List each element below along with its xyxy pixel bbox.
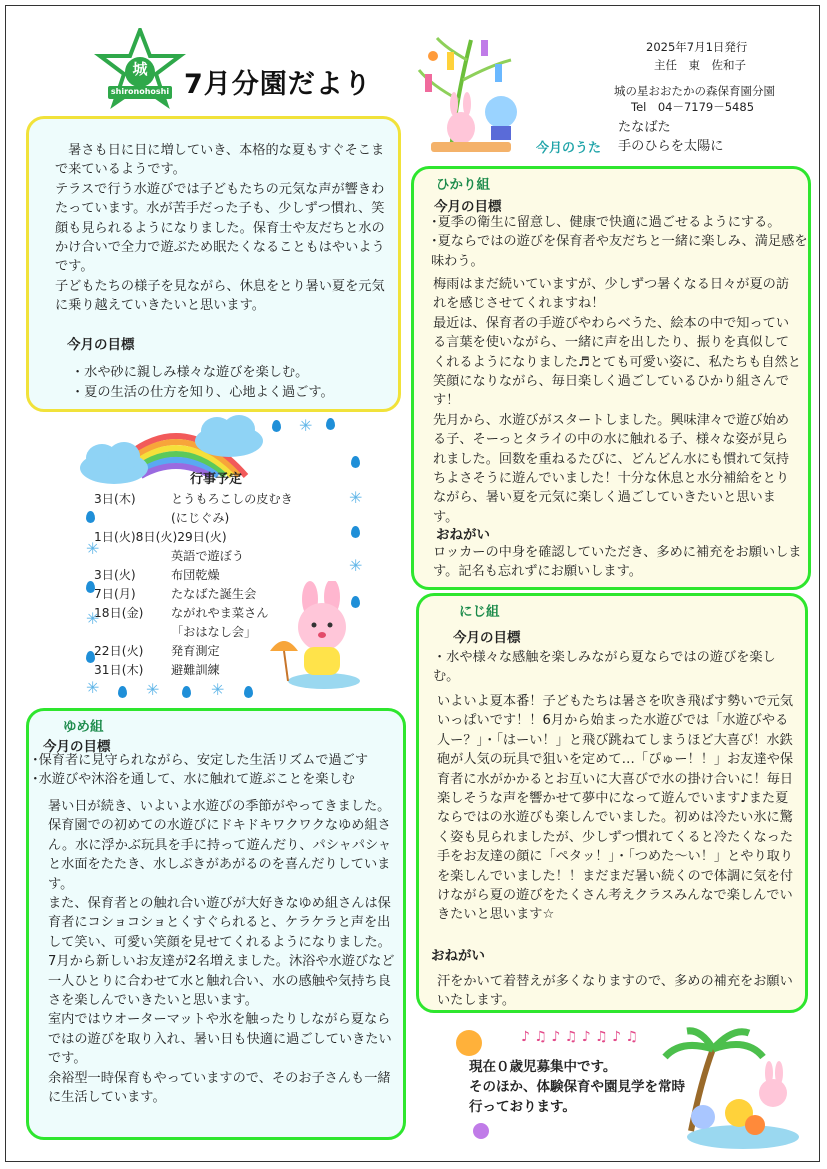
- song-title-2: 手のひらを太陽に: [618, 139, 724, 154]
- hikari-class-name: ひかり組: [436, 177, 490, 193]
- niji-goals: ・水や様々な感触を楽しみながら夏ならではの遊びを楽しむ。: [433, 650, 776, 685]
- logo-text: 城: [132, 60, 148, 78]
- niji-request-heading: おねがい: [431, 948, 485, 964]
- hikari-request: ロッカーの中身を確認していただき、多めに補充をお願いします。記名も忘れずにお願いします。: [433, 545, 802, 580]
- raindrop-icon: [244, 686, 253, 698]
- yume-class-box: [26, 708, 406, 1140]
- events-heading: 行事予定: [190, 472, 243, 487]
- intro-goal-2: ・夏の生活の仕方を知り、心地よく過ごす。: [71, 385, 334, 400]
- hikari-class-box: [411, 166, 811, 590]
- yume-class-name: ゆめ組: [63, 719, 104, 735]
- cloud-right-icon: [191, 411, 267, 459]
- event-row: 英語で遊ぼう: [171, 549, 245, 563]
- logo-subtext: shironohoshi: [110, 87, 170, 96]
- event-row: 1日(火)8日(火)29日(火): [94, 530, 227, 544]
- school-tel: Tel 04－7179－5485: [631, 100, 755, 114]
- page-title: 7月分園だより: [184, 69, 372, 100]
- niji-goal-heading: 今月の目標: [453, 630, 521, 646]
- snowflake-icon: ✳: [299, 416, 313, 435]
- recruit-line-3: 行っております。: [469, 1099, 576, 1115]
- snowflake-icon: ✳: [211, 680, 225, 699]
- recruit-line-2: そのほか、体験保育や園見学を常時: [469, 1079, 685, 1095]
- event-row: 22日(火) 発育測定: [94, 644, 220, 658]
- tanabata-bamboo-illustration: [411, 30, 531, 158]
- raindrop-icon: [272, 420, 281, 432]
- raindrop-icon: [351, 456, 360, 468]
- snowflake-icon: ✳: [86, 678, 100, 697]
- hikari-body: 梅雨はまだ続いていますが、少しずつ暑くなる日々が夏の訪れを感じさせてくれますね！ 最近は、保育者の手遊びやわらべうた、絵本の中で知っている言葉を使いながら、一緒に声を出したり、振りを真似してくれるようになりました♬とても可愛い姿に、私たちも自然と笑顔になりながら、毎日楽しく過ごしているひかり組さんです！ 先月から、水遊びがスタートしました。興味津々で遊び始める子、そーっとタライの中の水に触れる子、様々な姿が見られました。回数を重ねるたびに、どんどん水にも慣れて気持ちよさそうに遊んでいました！十分な休息と水分補給をとりながら、暑い夏を元気に楽しく過ごしていきたいと思います。: [433, 277, 801, 525]
- snowflake-icon: ✳: [349, 488, 363, 507]
- issue-date: 2025年7月1日発行: [646, 40, 748, 54]
- snowflake-icon: ✳: [86, 539, 100, 558]
- niji-body: いよいよ夏本番！子どもたちは暑さを吹き飛ばす勢いで元気いっぱいです！！6月から始まった水遊びでは「水遊びやる人ー？」・「はーい！」と飛び跳ねてしまうほど大喜び！水鉄砲が人気の玩具で狙いを定めて…「ぴゅー！！」お友達や保育者に水がかかるとお互いに大喜びで水の掛け合いに！毎日楽しそうな声を響かせて夢中になって遊んでいます♪また夏ならではの氷遊びも楽しんでいました。初めは冷たい氷に驚く姿も見られましたが、少しずつ慣れてくると冷たくなった手をお友達の顔に「ペタッ！」・「つめた～い！」とやり取りを楽しんでいました！！まだまだ暑い続くので体調に気を付けながら夏の遊びをたくさん考えクラスみんなで楽しんでいきたいと思います☆: [437, 694, 794, 923]
- event-row: 18日(金) ながれやま菜さん: [94, 606, 269, 620]
- recruit-line-1: 現在０歳児募集中です。: [469, 1059, 617, 1075]
- intro-body: 暑さも日に日に増していき、本格的な夏もすぐそこまで来ているようです。 テラスで行う水遊びでは子どもたちの元気な声が響きわたっています。水が苦手だった子も、少しずつ慣れ、笑顔も見られるようになりました。保育士や友だちと水のかけ合いで全力で遊ぶため眠たくなることもはやいようです。 子どもたちの様子を見ながら、休息をとり暑い夏を元気に乗り越えていきたいと思います。: [55, 143, 385, 314]
- song-title-1: たなばた: [618, 120, 671, 135]
- cloud-left-icon: [76, 438, 152, 486]
- newsletter-page: [5, 5, 820, 1162]
- yume-goals: ･保育者に見守られながら、安定した生活リズムで過ごす ･水遊びや沐浴を通して、水に触れて遊ぶことを楽しむ: [32, 753, 369, 788]
- svg-text:♪ ♫ ♪ ♫ ♪ ♫ ♪ ♫: ♪ ♫ ♪ ♫ ♪ ♫ ♪ ♫: [521, 1029, 639, 1045]
- event-row: (にじぐみ): [171, 511, 230, 525]
- hikari-request-heading: おねがい: [436, 527, 490, 543]
- event-row: 31日(木) 避難訓練: [94, 663, 220, 677]
- niji-class-box: [416, 593, 808, 1013]
- editor-name: 主任 東 佐和子: [654, 58, 746, 72]
- raindrop-icon: [182, 686, 191, 698]
- snowflake-icon: ✳: [349, 556, 363, 575]
- intro-goal-1: ・水や砂に親しみ様々な遊びを楽しむ。: [71, 365, 309, 380]
- song-label: 今月のうた: [536, 141, 602, 156]
- rabbit-umbrella-illustration: [264, 581, 364, 691]
- event-row: 3日(火) 布団乾燥: [94, 568, 220, 582]
- event-row: 7日(月) たなばた誕生会: [94, 587, 257, 601]
- school-name: 城の星おおたかの森保育園分園: [614, 84, 775, 98]
- niji-request: 汗をかいて着替えが多くなりますので、多めの補充をお願いいたします。: [437, 974, 793, 1009]
- raindrop-icon: [118, 686, 127, 698]
- yume-body: 暑い日が続き、いよいよ水遊びの季節がやってきました。保育園での初めての水遊びにドキドキワクワクなゆめ組さん。水に浮かぶ玩具を手に持って遊んだり、パシャパシャと水面をたたき、水しぶきがあがるのを喜んだりしています。 また、保育者との触れ合い遊びが大好きなゆめ組さんは保育者にコショコショとくすぐられると、ケラケラと声を出して笑い、可愛い笑顔を見せてくれるようになりました。 7月から新しいお友達が2名増えました。沐浴や水遊びなど一人ひとりに合わせて水と触れ合い、水の感触や気持ち良さを楽しんでいきたいと思います。 室内ではウオーターマットや氷を触ったりしながら夏ならではの遊びを取り入れ、暑い日も快適に過ごしていきたいです。 余裕型一時保育もやっていますので、そのお子さんも一緒に生活しています。: [48, 799, 395, 1106]
- intro-goal-heading: 今月の目標: [67, 337, 135, 353]
- event-row: 3日(木) とうもろこしの皮むき: [94, 492, 293, 506]
- yume-goal-heading: 今月の目標: [43, 739, 111, 755]
- event-row: 「おはなし会」: [171, 625, 257, 639]
- niji-class-name: にじ組: [459, 604, 500, 620]
- snowflake-icon: ✳: [86, 609, 100, 628]
- snowflake-icon: ✳: [146, 680, 160, 699]
- intro-box: [26, 116, 401, 412]
- raindrop-icon: [326, 418, 335, 430]
- hikari-goal-heading: 今月の目標: [434, 199, 502, 215]
- hikari-goals: ･夏季の衛生に留意し、健康で快適に過ごせるようにする。 ･夏ならではの遊びを保育者や友だちと一緒に楽しみ、満足感を味わう。: [431, 215, 808, 269]
